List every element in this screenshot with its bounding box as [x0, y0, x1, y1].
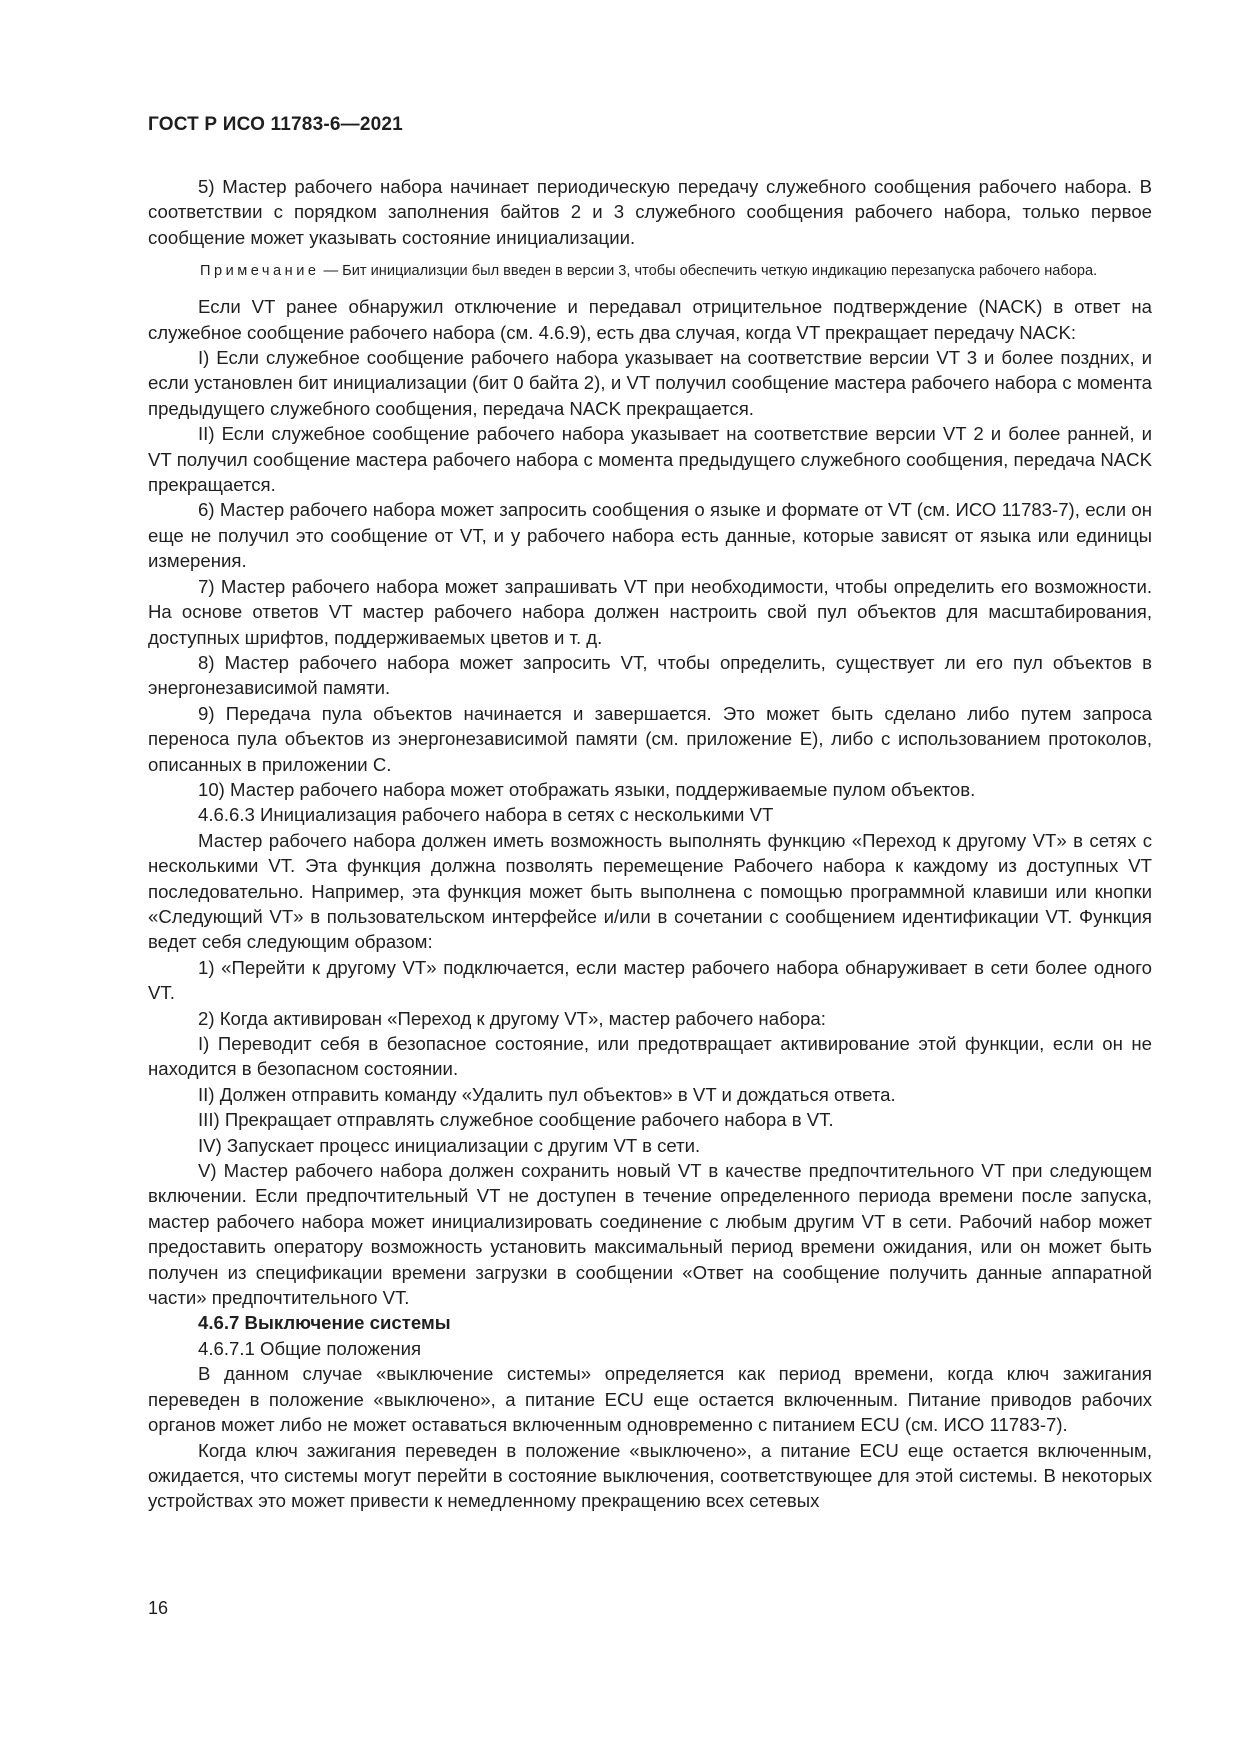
paragraph: 10) Мастер рабочего набора может отображать языки, поддерживаемые пулом объектов.: [198, 778, 976, 800]
note: [148, 260, 1152, 282]
paragraph: 2) Когда активирован «Переход к другому VT», мастер рабочего набора:: [198, 1007, 826, 1029]
note-text: — Бит инициализции был введен в версии 3, чтобы обеспечить четкую индикацию перезапуска рабочего набора.: [319, 263, 1098, 280]
section-heading: 4.6.7 Выключение системы: [198, 1312, 451, 1334]
document-body: [148, 174, 1152, 1514]
paragraph: 8) Мастер рабочего набора может запросить VT, чтобы определить, существует ли его пул объектов в энергонезависимой памяти.: [148, 651, 1152, 699]
paragraph: Если VT ранее обнаружил отключение и передавал отрицительное подтверждение (NACK) в ответ на служебное сообщение рабочего набора (см. 4.6.9), есть два случая, когда VT прекращает передачу NACK:: [148, 296, 1152, 343]
subsection-heading: 4.6.6.3 Инициализация рабочего набора в сетях с несколькими VT: [198, 804, 774, 826]
paragraph: 9) Передача пула объектов начинается и завершается. Это может быть сделано либо путем запроса переноса пула объектов из энергонезависимой памяти (см. приложение E), либо с использованием протоколов, описанных в приложении C.: [148, 702, 1152, 775]
paragraph: 6) Мастер рабочего набора может запросить сообщения о языке и формате от VT (см. ИСО 11783-7), если он еще не получил это сообщение от VT, и у рабочего набора есть данные, которые зависят от языка или единицы измерения.: [148, 499, 1152, 572]
standard-header: ГОСТ Р ИСО 11783-6—2021: [148, 114, 403, 135]
paragraph: II) Если служебное сообщение рабочего набора указывает на соответствие версии VT 2 и более ранней, и VT получил сообщение мастера рабочего набора с момента предыдущего служебного сообщения, передача NACK прекращается.: [148, 423, 1152, 496]
paragraph: 7) Мастер рабочего набора может запрашивать VT при необходимости, чтобы определить его возможности. На основе ответов VT мастер рабочего набора должен настроить свой пул объектов для масштабирования, доступных шрифтов, поддерживаемых цветов и т. д.: [148, 575, 1152, 648]
paragraph: II) Должен отправить команду «Удалить пул объектов» в VT и дождаться ответа.: [198, 1083, 896, 1105]
paragraph: Мастер рабочего набора должен иметь возможность выполнять функцию «Переход к другому VT» в сетях с несколькими VT. Эта функция должна позволять перемещение Рабочего набора к каждому из доступных VT последовательно. Например, эта функция может быть выполнена с помощью программной клавиши или кнопки «Следующий VT» в пользовательском интерфейсе и/или в сочетании с сообщением идентификации VT. Функция ведет себя следующим образом:: [148, 829, 1152, 953]
paragraph: Когда ключ зажигания переведен в положение «выключено», а питание ECU еще остается включенным, ожидается, что системы могут перейти в состояние выключения, соответствующее для этой системы. В некоторых устройствах это может привести к немедленному прекращению всех сетевых: [148, 1439, 1152, 1512]
paragraph: I) Переводит себя в безопасное состояние, или предотвращает активирование этой функции, если он не находится в безопасном состоянии.: [148, 1033, 1152, 1080]
paragraph: В данном случае «выключение системы» определяется как период времени, когда ключ зажигания переведен в положение «выключено», а питание ECU еще остается включенным. Питание приводов рабочих органов может либо не может оставаться включенным одновременно с питанием ECU (см. ИСО 11783-7).: [148, 1363, 1152, 1436]
paragraph: III) Прекращает отправлять служебное сообщение рабочего набора в VT.: [198, 1109, 834, 1131]
paragraph: 1) «Перейти к другому VT» подключается, если мастер рабочего набора обнаруживает в сети более одного VT.: [148, 956, 1152, 1004]
paragraph: 5) Мастер рабочего набора начинает периодическую передачу служебного сообщения рабочего набора. В соответствии с порядком заполнения байтов 2 и 3 служебного сообщения рабочего набора, только первое сообщение может указывать состояние инициализации.: [148, 176, 1152, 248]
page-number: 16: [148, 1598, 169, 1618]
subsection-heading: 4.6.7.1 Общие положения: [198, 1337, 422, 1359]
paragraph: V) Мастер рабочего набора должен сохранить новый VT в качестве предпочтительного VT при следующем включении. Если предпочтительный VT не доступен в течение определенного периода времени после запуска, мастер рабочего набора может инициализировать соединение с любым другим VT в сети. Рабочий набор может предоставить оператору возможность установить максимальный период времени ожидания, или он может быть получен из спецификации времени загрузки в сообщении «Ответ на сообщение получить данные аппаратной части» предпочтительного VT.: [148, 1160, 1152, 1309]
note-label: Примечание: [200, 263, 320, 280]
paragraph: I) Если служебное сообщение рабочего набора указывает на соответствие версии VT 3 и более поздних, и если установлен бит инициализации (бит 0 байта 2), и VT получил сообщение мастера рабочего набора с момента предыдущего служебного сообщения, передача NACK прекращается.: [148, 347, 1152, 419]
paragraph: IV) Запускает процесс инициализации с другим VT в сети.: [198, 1134, 701, 1156]
